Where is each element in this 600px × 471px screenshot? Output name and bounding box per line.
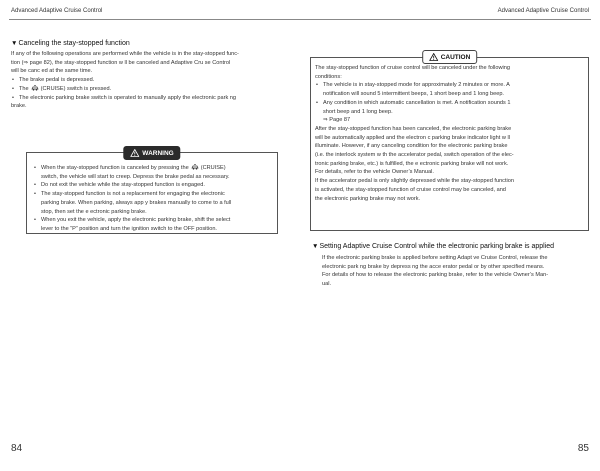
right-page-header: Advanced Adaptive Cruise Control (497, 8, 589, 14)
cancel-intro-line: will be canc ed at the same time. (11, 68, 93, 75)
parking-section-title: ▼Setting Adaptive Cruise Control while the electronic parking brake is applied (312, 243, 555, 250)
left-page-header: Advanced Adaptive Cruise Control (11, 8, 103, 14)
warning-text (33, 164, 273, 234)
left-page-number: 84 (11, 443, 23, 454)
caution-triangle-icon (429, 53, 438, 61)
cancel-section-body (11, 50, 296, 111)
cancel-intro-line: tion (⇒ page 82), the stay-stopped function w ll be canceled and Adaptive Cru se Control (11, 59, 231, 66)
parking-line: For details of how to release the electronic parking brake, refer to the vehicle Owner’s Man- (322, 272, 549, 279)
right-page-number: 85 (577, 443, 589, 454)
caution-text (315, 64, 586, 203)
warning-badge: WARNING (123, 146, 180, 160)
section-triangle-icon: ▼ (11, 40, 18, 47)
left-header-rule (9, 19, 300, 20)
section-triangle-icon: ▼ (312, 243, 319, 250)
caution-badge: CAUTION (422, 50, 478, 64)
caution-bullet: • The vehicle is in stay-stopped mode for approximately 2 minutes or more. A notification will sound 5 intermittent beeps, 1 short beep and 1 long beep. (315, 81, 586, 98)
right-page (300, 0, 600, 471)
caution-intro-line: conditions: (315, 73, 342, 80)
cancel-intro-line: If any of the following operations are performed while the vehicle is in the stay-stopped func- (11, 51, 239, 57)
caution-para-line: the electronic parking brake may not work. (315, 195, 421, 202)
right-header-rule (300, 19, 591, 20)
parking-line: ual. (322, 281, 332, 288)
cruise-icon (31, 85, 39, 91)
warning-item: • The stay-stopped function is not a replacement for engaging the electronic parking brake. When parking, always app y brakes manually to come to a full stop, then set the e ectronic parking brake. (33, 190, 273, 216)
cancel-bullet: • The (CRUISE) switch is pressed. (11, 85, 296, 94)
warning-item: • Do not exit the vehicle while the stay-stopped function is engaged. (33, 181, 273, 190)
caution-intro-line: The stay-stopped function of cruise control will be canceled under the following (315, 65, 510, 71)
caution-para-line: tronic parking brake, etc.) is fulfilled, the e ectronic parking brake will not work. (315, 160, 509, 167)
cancel-bullet: • The brake pedal is depressed. (11, 76, 296, 85)
caution-para-line: (i.e. the interlock system w th the accelerator pedal, switch operation of the elec- (315, 152, 514, 159)
cancel-last-line: brake. (11, 103, 27, 110)
caution-para-line: If the accelerator pedal is only slightly depressed while the stay-stopped function (315, 178, 515, 185)
cruise-icon (191, 164, 199, 170)
caution-para-line: For details, refer to the vehicle Owner’s Manual. (315, 169, 434, 176)
caution-box (310, 53, 589, 231)
caution-para-line: will be automatically applied and the electron c parking brake indicator light w ll (315, 134, 510, 141)
parking-line: If the electronic parking brake is applied before setting Adapt ve Cruise Control, release the (322, 255, 548, 261)
parking-section-body (322, 254, 590, 289)
warning-triangle-icon (130, 149, 139, 157)
caution-para-line: After the stay-stopped function has been canceled, the electronic parking brake (315, 125, 512, 132)
cancel-bullet: • The electronic parking brake switch is operated to manually apply the electronic park ng (11, 94, 296, 103)
caution-para-line: is activated, the stay-stopped function of cruise control may be canceled, and (315, 186, 506, 193)
caution-para-line: illuminate. However, if any canceling condition for the electronic parking brake (315, 143, 508, 150)
parking-line: electronic park ng brake by depress ng the acce erator pedal or by other specified means. (322, 263, 545, 270)
warning-box (26, 149, 278, 234)
caution-bullet: • Any condition in which automatic cancellation is met. A notification sounds 1 short beep and 1 long beep. (315, 99, 586, 116)
warning-item: • When the stay-stopped function is canceled by pressing the (CRUISE) switch, the vehicle will start to creep. Depress the brake pedal as necessary. (33, 164, 273, 181)
warning-item: • When you exit the vehicle, apply the electronic parking brake, shift the select lever to the “P” position and turn the ignition switch to the OFF position. (33, 216, 273, 233)
caution-page-ref[interactable]: ⇒ Page 87 (323, 117, 351, 124)
cancel-section-title: ▼Canceling the stay-stopped function (11, 40, 130, 47)
